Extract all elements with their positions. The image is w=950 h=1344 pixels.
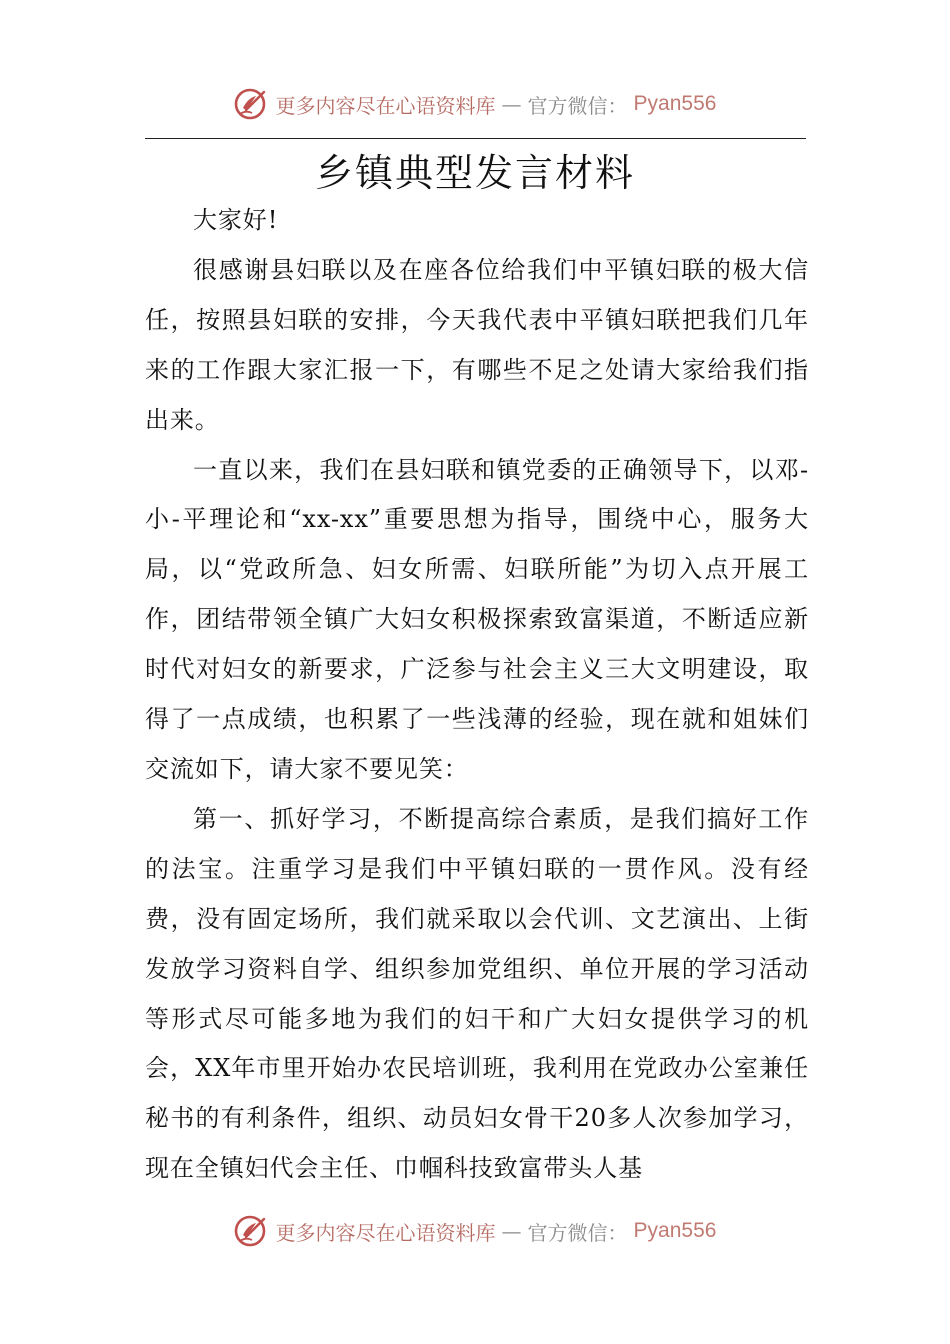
document-title: 乡镇典型发言材料 bbox=[314, 151, 635, 195]
document-body bbox=[145, 196, 809, 1194]
watermark-wechat-id: Pyan556 bbox=[633, 1219, 717, 1242]
watermark-separator: — bbox=[501, 92, 522, 116]
watermark-wechat-label: 官方微信： bbox=[527, 93, 628, 118]
greeting-paragraph: 大家好! bbox=[193, 206, 279, 234]
watermark-banner-top bbox=[0, 84, 950, 124]
body-paragraph-3: 第一、抓好学习，不断提高综合素质，是我们搞好工作的法宝。注重学习是我们中平镇妇联的一贯作风。没有经费，没有固定场所，我们就采取以会代训、文艺演出、上街发放学习资料自学、组织参加党组织、单位开展的学习活动等形式尽可能多地为我们的妇干和广大妇女提供学习的机会，XX年市里开始办农民培训班，我利用在党政办公室兼任秘书的有利条件，组织、动员妇女骨干20多人次参加学习，现在全镇妇代会主任、巾帼科技致富带头人基 bbox=[145, 804, 809, 1183]
header-rule bbox=[145, 138, 806, 139]
watermark-wechat-label: 官方微信： bbox=[527, 1220, 628, 1245]
pen-logo-icon bbox=[234, 86, 270, 122]
watermark-promo-text: 更多内容尽在心语资料库 bbox=[275, 1220, 496, 1245]
body-paragraph-2: 一直以来，我们在县妇联和镇党委的正确领导下，以邓-小-平理论和“xx-xx”重要思想为指导，围绕中心，服务大局，以“党政所急、妇女所需、妇联所能”为切入点开展工作，团结带领全镇广大妇女积极探索致富渠道，不断适应新时代对妇女的新要求，广泛参与社会主义三大文明建设，取得了一点成绩，也积累了一些浅薄的经验，现在就和姐妹们交流如下，请大家不要见笑： bbox=[145, 455, 809, 783]
watermark-separator: — bbox=[501, 1219, 522, 1243]
body-paragraph-1: 很感谢县妇联以及在座各位给我们中平镇妇联的极大信任，按照县妇联的安排，今天我代表中平镇妇联把我们几年来的工作跟大家汇报一下，有哪些不足之处请大家给我们指出来。 bbox=[145, 255, 809, 434]
watermark-promo-text: 更多内容尽在心语资料库 bbox=[275, 93, 496, 118]
pen-logo-icon bbox=[234, 1213, 270, 1249]
watermark-banner-bottom bbox=[0, 1211, 950, 1251]
watermark-wechat-id: Pyan556 bbox=[633, 92, 717, 115]
